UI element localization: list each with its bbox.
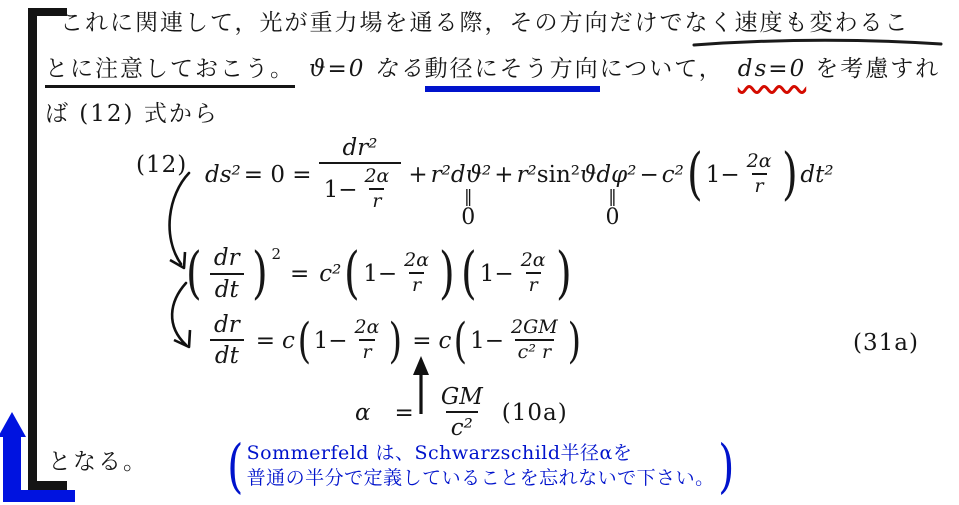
zero-value: 0 <box>461 205 476 231</box>
sub-den: r <box>409 272 424 297</box>
line1-emphasized-text: 速度も変わるこ <box>734 10 910 36</box>
dt: dt <box>210 273 244 302</box>
open-paren: ( <box>686 141 703 207</box>
one-minus: 1− <box>313 327 348 354</box>
equals-sign: = <box>289 261 310 287</box>
sub-num: 2GM <box>511 315 558 338</box>
plus-operator: + <box>408 161 428 188</box>
close-paren: ) <box>567 312 581 369</box>
note-text <box>247 441 715 490</box>
theta-term-zero-annotation <box>461 186 476 231</box>
one-minus: 1− <box>323 177 358 203</box>
line2-middle-text: について， <box>599 56 724 82</box>
close-paren: ) <box>555 241 572 306</box>
close-paren: ) <box>251 241 268 306</box>
sub-num: 2α <box>746 149 772 172</box>
line2-tail-text: を考慮すれ <box>815 56 941 82</box>
one-minus: 1− <box>479 261 514 287</box>
equals-sign: = <box>255 327 275 354</box>
two-alpha-over-r <box>352 315 383 364</box>
blue-arrow-vertical-bar <box>3 434 21 496</box>
two-alpha-over-r <box>401 251 432 297</box>
plus-operator: + <box>494 161 514 188</box>
ds-squared: ds² <box>205 161 241 188</box>
minus-operator: − <box>639 161 659 188</box>
radial-direction-blue-underlined-text: 動径にそう方向 <box>425 56 600 92</box>
dr: dr <box>213 245 240 272</box>
equation-10a <box>355 385 568 440</box>
theta-term-text: r²dϑ² <box>430 161 492 188</box>
sub-den: r <box>359 339 374 364</box>
zero-value: 0 <box>605 205 620 231</box>
line1-plain-text: これに関連して，光が重力場を通る際，その方向だけでなく <box>60 10 735 36</box>
paragraph-line-3: ば (12) 式から <box>45 101 219 127</box>
main-fraction <box>319 136 402 213</box>
flow-arrow-2-head-icon <box>174 330 190 347</box>
paragraph-line-1 <box>60 10 910 38</box>
open-paren: ( <box>453 312 468 369</box>
closing-text: となる。 <box>48 449 148 475</box>
close-paren: ) <box>439 241 455 306</box>
sub-den: r <box>752 173 767 198</box>
sub-num: 2α <box>520 249 546 272</box>
two-gm-over-c2r <box>508 315 561 364</box>
c-squared: c² <box>446 411 478 440</box>
phi-term-sin: sin² <box>536 161 580 188</box>
equation-12-label: (12) <box>136 152 188 178</box>
paragraph-line-2 <box>45 56 940 84</box>
equation-12 <box>205 135 834 231</box>
dr-over-dt <box>209 246 245 301</box>
equation-10a-tag: (10a) <box>501 399 568 426</box>
alpha-symbol: α <box>355 399 371 426</box>
phi-term-zero-annotation <box>605 186 620 231</box>
open-paren: ( <box>460 241 477 306</box>
two-alpha-over-r <box>744 149 775 198</box>
open-paren: ( <box>344 241 361 306</box>
c-factor: c <box>282 327 295 354</box>
two-alpha-over-r <box>361 167 392 213</box>
equation-velocity-squared <box>183 241 574 306</box>
sub-den: r <box>526 272 541 297</box>
one-minus: 1− <box>705 161 740 188</box>
dt-squared: dt² <box>800 161 834 188</box>
exponent-2: 2 <box>271 245 281 263</box>
equals-sign: = <box>394 399 414 426</box>
note-line-1: Sommerfeld は、Schwarzschild半径αを <box>246 442 633 465</box>
hand-underline <box>694 40 941 45</box>
two-alpha-over-r <box>518 251 549 297</box>
one-minus: 1− <box>363 261 398 287</box>
note-line-2: 普通の半分で定義していることを忘れないで下さい。 <box>246 467 715 489</box>
sub-num: 2α <box>404 249 430 272</box>
dt: dt <box>210 339 244 368</box>
phi-term <box>516 161 637 231</box>
close-paren: ) <box>781 141 798 207</box>
theta-condition-text: ϑ=0 なる <box>309 56 425 82</box>
gm-over-c2 <box>436 385 488 440</box>
theta-term <box>430 161 492 231</box>
ds-zero-red-wavy-text: ds=0 <box>737 56 807 82</box>
double-bar: ‖ <box>463 186 473 207</box>
phi-term-r2: r² <box>516 161 537 188</box>
sub-num: 2α <box>354 315 380 338</box>
double-bar: ‖ <box>608 186 617 207</box>
gm: GM <box>440 384 483 410</box>
equals-zero-equals: = 0 = <box>243 161 312 188</box>
equation-31a <box>205 313 583 368</box>
main-fraction-numerator: dr² <box>342 135 378 161</box>
sub-num: 2α <box>364 165 390 188</box>
dr: dr <box>214 312 240 338</box>
dr-over-dt <box>209 313 245 368</box>
note-close-paren: ) <box>717 432 735 500</box>
c-squared: c² <box>661 161 684 188</box>
main-fraction-denominator <box>319 162 402 213</box>
phi-term-dphi: ϑdφ² <box>579 161 637 188</box>
open-paren: ( <box>297 312 312 369</box>
equals-sign-pointed: = <box>412 327 432 354</box>
equation-31a-tag: (31a) <box>853 330 919 356</box>
blue-arrow-up-icon <box>0 412 26 437</box>
c-factor: c <box>438 327 452 354</box>
sub-den: r <box>369 188 384 213</box>
open-paren: ( <box>186 241 202 306</box>
one-minus: 1− <box>470 327 504 354</box>
sommerfeld-note <box>224 432 737 500</box>
note-open-paren: ( <box>227 432 244 500</box>
close-paren: ) <box>389 312 403 369</box>
c-squared: c² <box>319 261 342 287</box>
line2-black-underlined-text: とに注意しておこう。 <box>45 56 295 88</box>
sub-den: c² r <box>515 339 554 364</box>
